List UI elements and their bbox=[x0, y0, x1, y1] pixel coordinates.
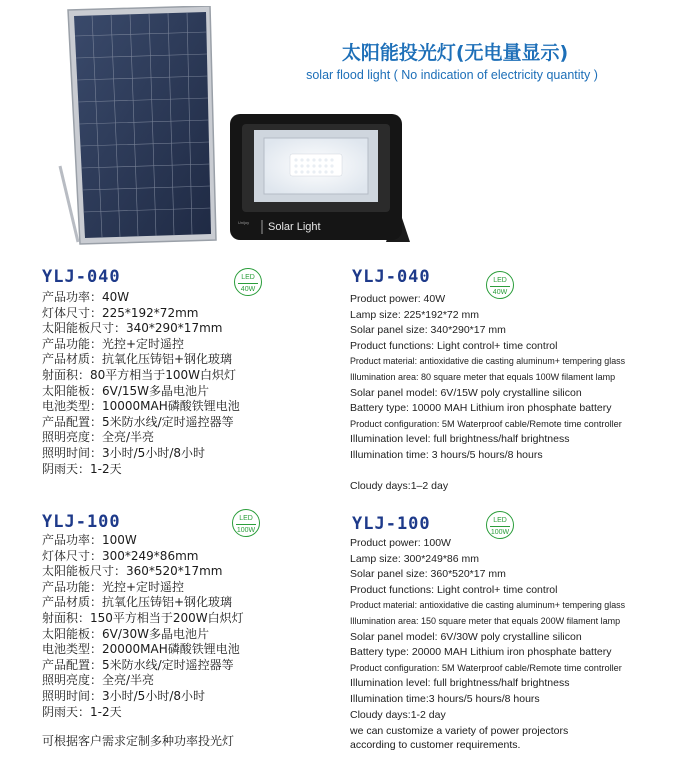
spec-list-en bbox=[350, 292, 625, 495]
spec-line: 太阳能板尺寸：340*290*17mm bbox=[42, 321, 223, 336]
spec-line: Solar panel size: 360*520*17 mm bbox=[350, 568, 506, 581]
spec-line: Solar panel model: 6V/30W poly crystalline silicon bbox=[350, 630, 582, 643]
footer-note-cn: 可根据客户需求定制多种功率投光灯 bbox=[42, 734, 235, 748]
led-badge: LED 40W bbox=[486, 271, 514, 299]
footer-line: we can customize a variety of power projectors bbox=[350, 725, 569, 737]
model-name: YLJ-040 bbox=[352, 267, 431, 287]
led-badge: LED 100W bbox=[232, 509, 260, 537]
spec-line: Product power: 100W bbox=[350, 537, 451, 549]
spec-line: 产品功率：40W bbox=[42, 290, 130, 304]
spec-line: Illumination level: full brightness/half brightness bbox=[350, 677, 570, 690]
spec-line: Product material: antioxidative die casting aluminum+ tempering glass bbox=[350, 600, 626, 611]
brand-mark: Unijoy bbox=[238, 220, 250, 225]
page-subtitle: solar flood light ( No indication of electricity quantity ) bbox=[306, 68, 598, 82]
led-badge: LED 100W bbox=[486, 511, 514, 539]
spec-line: 电池类型：20000MAH磷酸铁锂电池 bbox=[42, 642, 240, 657]
spec-line: Illumination area: 150 square meter that equals 200W filament lamp bbox=[350, 615, 621, 626]
spec-line: Illumination area: 80 square meter that equals 100W filament lamp bbox=[350, 371, 616, 382]
led-badge: LED 40W bbox=[234, 268, 262, 296]
spec-line: Battery type: 10000 MAH Lithium iron phosphate battery bbox=[350, 402, 612, 415]
spec-line: Illumination level: full brightness/half brightness bbox=[350, 433, 570, 446]
model-name: YLJ-040 bbox=[42, 267, 121, 287]
solar-panel bbox=[60, 6, 216, 244]
spec-line: 产品配置：5米防水线/定时遥控器等 bbox=[42, 414, 234, 429]
spec-line: 照明时间：3小时/5小时/8小时 bbox=[42, 688, 205, 703]
spec-line: Product functions: Light control+ time control bbox=[350, 339, 558, 352]
spec-line: Product configuration: 5M Waterproof cable/Remote time controller bbox=[350, 662, 622, 673]
model-name: YLJ-100 bbox=[352, 514, 431, 534]
spec-line: Cloudy days:1–2 day bbox=[350, 480, 449, 493]
spec-line: Lamp size: 225*192*72 mm bbox=[350, 308, 479, 321]
spec-line: 产品配置：5米防水线/定时遥控器等 bbox=[42, 657, 234, 672]
spec-line: Cloudy days:1-2 day bbox=[350, 708, 446, 721]
spec-line: 太阳能板：6V/15W多晶电池片 bbox=[42, 383, 210, 398]
spec-line: 照明时间：3小时/5小时/8小时 bbox=[42, 445, 205, 460]
model-name: YLJ-100 bbox=[42, 512, 121, 532]
footer-note-en bbox=[350, 724, 568, 752]
spec-line: 灯体尺寸：300*249*86mm bbox=[42, 548, 199, 563]
spec-line: Illumination time:3 hours/5 hours/8 hours bbox=[350, 692, 540, 705]
spec-line: 阴雨天：1-2天 bbox=[42, 704, 122, 719]
spec-line: Illumination time: 3 hours/5 hours/8 hours bbox=[350, 448, 543, 461]
spec-line: 太阳能板尺寸：360*520*17mm bbox=[42, 564, 223, 579]
spec-line: 产品功能：光控+定时遥控 bbox=[42, 336, 185, 351]
spec-line: 射面积：150平方相当于200W白炽灯 bbox=[42, 610, 244, 625]
spec-line: Product configuration: 5M Waterproof cable/Remote time controller bbox=[350, 418, 622, 429]
spec-line: Battery type: 20000 MAH Lithium iron phosphate battery bbox=[350, 646, 612, 659]
spec-line: 产品功率：100W bbox=[42, 533, 137, 547]
spec-line: Product material: antioxidative die casting aluminum+ tempering glass bbox=[350, 356, 626, 367]
spec-line: 产品功能：光控+定时遥控 bbox=[42, 579, 185, 594]
page-title: 太阳能投光灯(无电量显示) bbox=[341, 42, 569, 64]
spec-line: 灯体尺寸：225*192*72mm bbox=[42, 305, 199, 320]
spec-line: 电池类型：10000MAH磷酸铁锂电池 bbox=[42, 399, 240, 414]
flood-light bbox=[230, 114, 410, 242]
spec-line: 产品材质：抗氧化压铸铝+钢化玻璃 bbox=[42, 352, 233, 367]
spec-line: Solar panel size: 340*290*17 mm bbox=[350, 324, 506, 337]
spec-line: Lamp size: 300*249*86 mm bbox=[350, 552, 479, 565]
lamp-label: Solar Light bbox=[268, 221, 321, 233]
spec-line: 太阳能板：6V/30W多晶电池片 bbox=[42, 626, 210, 641]
spec-list-cn bbox=[42, 290, 240, 477]
spec-line: Solar panel model: 6V/15W poly crystalline silicon bbox=[350, 386, 582, 399]
spec-list-en bbox=[350, 536, 625, 723]
spec-line: Product functions: Light control+ time control bbox=[350, 583, 558, 596]
spec-line: 照明亮度：全亮/半亮 bbox=[42, 673, 155, 688]
spec-line: 阴雨天：1-2天 bbox=[42, 461, 122, 476]
footer-line: according to customer requirements. bbox=[350, 739, 521, 751]
spec-list-cn bbox=[42, 533, 244, 720]
spec-line: 照明亮度：全亮/半亮 bbox=[42, 430, 155, 445]
spec-line: 射面积：80平方相当于100W白炽灯 bbox=[42, 367, 237, 382]
spec-line: 产品材质：抗氧化压铸铝+钢化玻璃 bbox=[42, 595, 233, 610]
spec-line: Product power: 40W bbox=[350, 293, 446, 305]
spec-line bbox=[350, 464, 625, 480]
